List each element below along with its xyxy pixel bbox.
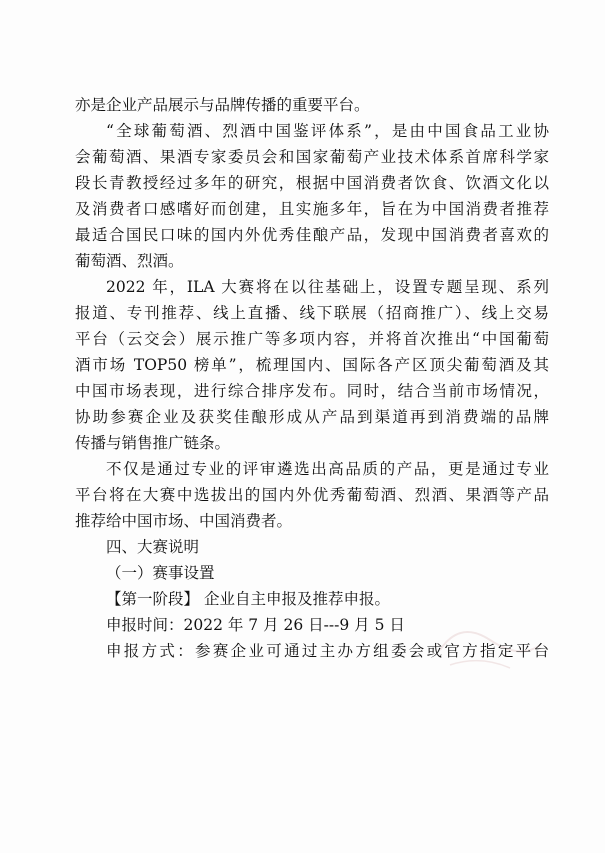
stage-label: 【第一阶段】 — [106, 590, 200, 608]
paragraph-line: 最适合国民口味的国内外优秀佳酿产品，发现中国消费者喜欢的 — [75, 226, 549, 244]
paragraph-line: 推荐给中国市场、中国消费者。 — [75, 512, 293, 530]
paragraph-line: 及消费者口感嗜好而创建，且实施多年，旨在为中国消费者推荐 — [75, 200, 549, 218]
sub-heading: （一）赛事设置 — [106, 564, 215, 582]
paragraph-line: 不仅是通过专业的评审遴选出高品质的产品，更是通过专业 — [106, 460, 549, 478]
paragraph-line: 报道、专刊推荐、线上直播、线下联展（招商推广）、线上交易 — [75, 304, 549, 322]
paragraph-line: 葡萄酒、烈酒。 — [75, 252, 184, 270]
paragraph-line: 中国市场表现，进行综合排序发布。同时，结合当前市场情况， — [75, 382, 549, 400]
apply-time: 申报时间：2022 年 7 月 26 日---9 月 5 日 — [106, 616, 405, 634]
apply-method: 申报方式：参赛企业可通过主办方组委会或官方指定平台 — [106, 642, 549, 660]
document-body — [75, 92, 549, 664]
paragraph-line: 平台（云交会）展示推广等多项内容，并将首次推出“中国葡萄 — [75, 330, 549, 348]
paragraph-line: 协助参赛企业及获奖佳酿形成从产品到渠道再到消费端的品牌 — [75, 408, 549, 426]
paragraph-line: 段长青教授经过多年的研究，根据中国消费者饮食、饮酒文化以 — [75, 174, 549, 192]
paragraph-line: 平台将在大赛中选拔出的国内外优秀葡萄酒、烈酒、果酒等产品 — [75, 486, 549, 504]
paragraph-line: “全球葡萄酒、烈酒中国鉴评体系”，是由中国食品工业协 — [106, 122, 549, 140]
paragraph-line: 亦是企业产品展示与品牌传播的重要平台。 — [75, 96, 370, 114]
section-heading: 四、大赛说明 — [106, 538, 200, 556]
stage-text: 企业自主申报及推荐申报。 — [203, 590, 390, 608]
stage-line — [75, 586, 549, 612]
paragraph-line: 2022 年，ILA 大赛将在以往基础上，设置专题呈现、系列 — [106, 278, 549, 296]
paragraph-line: 会葡萄酒、果酒专家委员会和国家葡萄产业技术体系首席科学家 — [75, 148, 549, 166]
paragraph-line: 传播与销售推广链条。 — [75, 434, 231, 452]
paragraph-line: 酒市场 TOP50 榜单”，梳理国内、国际各产区顶尖葡萄酒及其 — [75, 356, 549, 374]
